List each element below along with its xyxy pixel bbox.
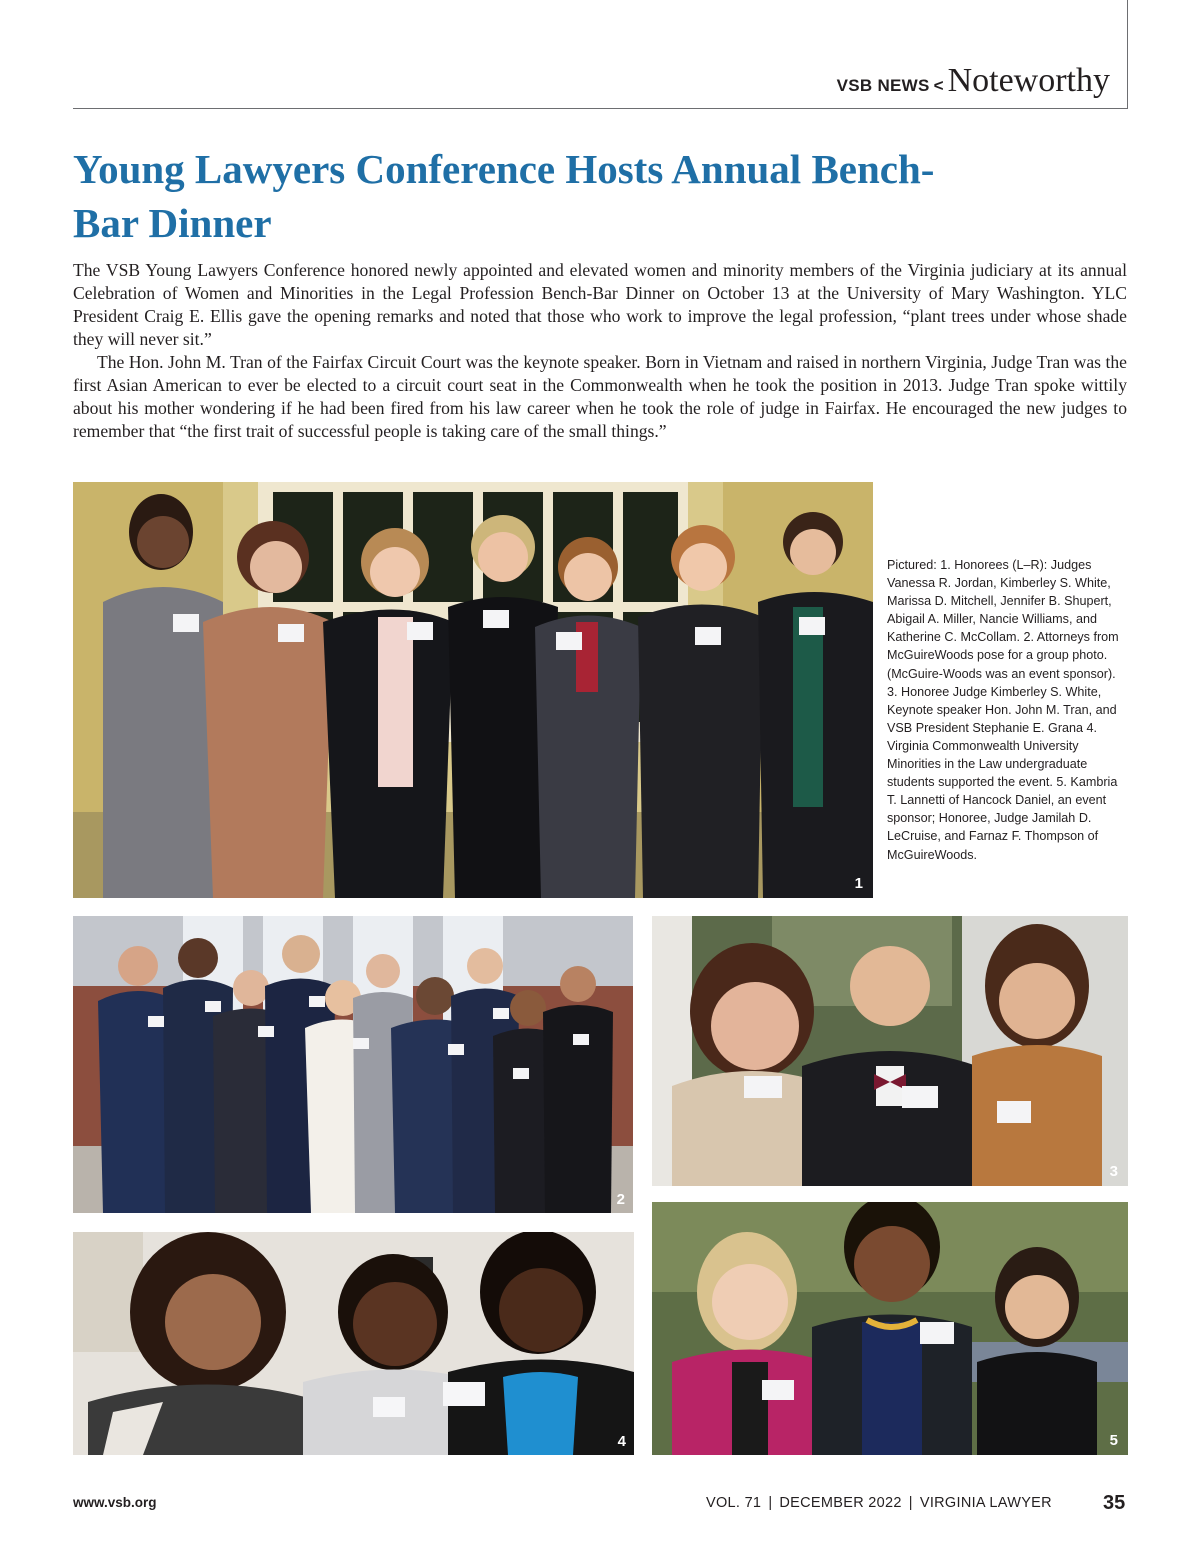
photo-mcguirewoods-attorneys — [73, 916, 633, 1213]
page-number: 35 — [1103, 1492, 1126, 1514]
photo-keynote-speaker — [652, 916, 1128, 1186]
article-title: Young Lawyers Conference Hosts Annual Bench-Bar Dinner — [73, 146, 935, 246]
section-header — [837, 62, 1110, 100]
footer-issue: DECEMBER 2022 — [779, 1495, 902, 1511]
photo-number: 1 — [854, 875, 863, 892]
footer-issue-info — [706, 1495, 1052, 1511]
photo-honorees — [73, 482, 873, 898]
article-paragraph: The Hon. John M. Tran of the Fairfax Circuit Court was the keynote speaker. Born in Vietnam and raised in northern Virginia, Judge Tran was the first Asian American to ever be elected to a circuit court seat in the Commonwealth when he took the position in 2013. Judge Tran spoke wittily about his mother wondering if he had been fired from his law career when he took the role of judge in Fairfax. He encouraged the new judges to remember that “the first trait of successful people is taking care of the small things.” — [73, 352, 1127, 441]
header-rule — [73, 108, 1127, 109]
header-rule-vertical — [1127, 0, 1128, 109]
article-body — [73, 259, 1127, 443]
photo-keynote-speaker-image — [652, 916, 1128, 1186]
photo-vcu-students-image — [73, 1232, 634, 1455]
footer-url[interactable]: www.vsb.org — [73, 1495, 157, 1510]
footer-volume: VOL. 71 — [706, 1495, 762, 1511]
photo-vcu-students — [73, 1232, 634, 1455]
photo-mcguirewoods-attorneys-image — [73, 916, 633, 1213]
section-separator: < — [933, 76, 944, 95]
photo-number: 4 — [617, 1433, 626, 1450]
photo-number: 5 — [1109, 1432, 1118, 1449]
footer-separator: | — [908, 1495, 913, 1511]
photo-event-sponsors — [652, 1202, 1128, 1455]
photo-event-sponsors-image — [652, 1202, 1128, 1455]
photo-honorees-image — [73, 482, 873, 898]
photo-number: 3 — [1109, 1163, 1118, 1180]
footer-separator: | — [768, 1495, 773, 1511]
footer-publication: VIRGINIA LAWYER — [919, 1495, 1052, 1511]
photo-number: 2 — [616, 1191, 625, 1208]
article-paragraph: The VSB Young Lawyers Conference honored newly appointed and elevated women and minority members of the Virginia judiciary at its annual Celebration of Women and Minorities in the Legal Profession Bench-Bar Dinner on October 13 at the University of Mary Washington. YLC President Craig E. Ellis gave the opening remarks and noted that those who work to improve the legal profession, “plant trees under whose shade they will never sit.” — [73, 260, 1127, 349]
photo-caption: Pictured: 1. Honorees (L–R): Judges Vanessa R. Jordan, Kimberley S. White, Marissa D. Mitchell, Jennifer B. Shupert, Abigail A. Miller, Nancie Williams, and Katherine C. McCollam. 2. Attorneys from McGuireWoods pose for a group photo. (McGuire-Woods was an event sponsor). 3. Honoree Judge Kimberley S. White, Keynote speaker Hon. John M. Tran, and VSB President Stephanie E. Grana 4. Virginia Commonwealth University Minorities in the Law undergraduate students supported the event. 5. Kambria T. Lannetti of Hancock Daniel, an event sponsor; Honoree, Judge Jamilah D. LeCruise, and Farnaz F. Thompson of McGuireWoods. — [887, 558, 1119, 862]
section-label: VSB NEWS — [836, 76, 930, 95]
section-name: Noteworthy — [947, 62, 1110, 99]
